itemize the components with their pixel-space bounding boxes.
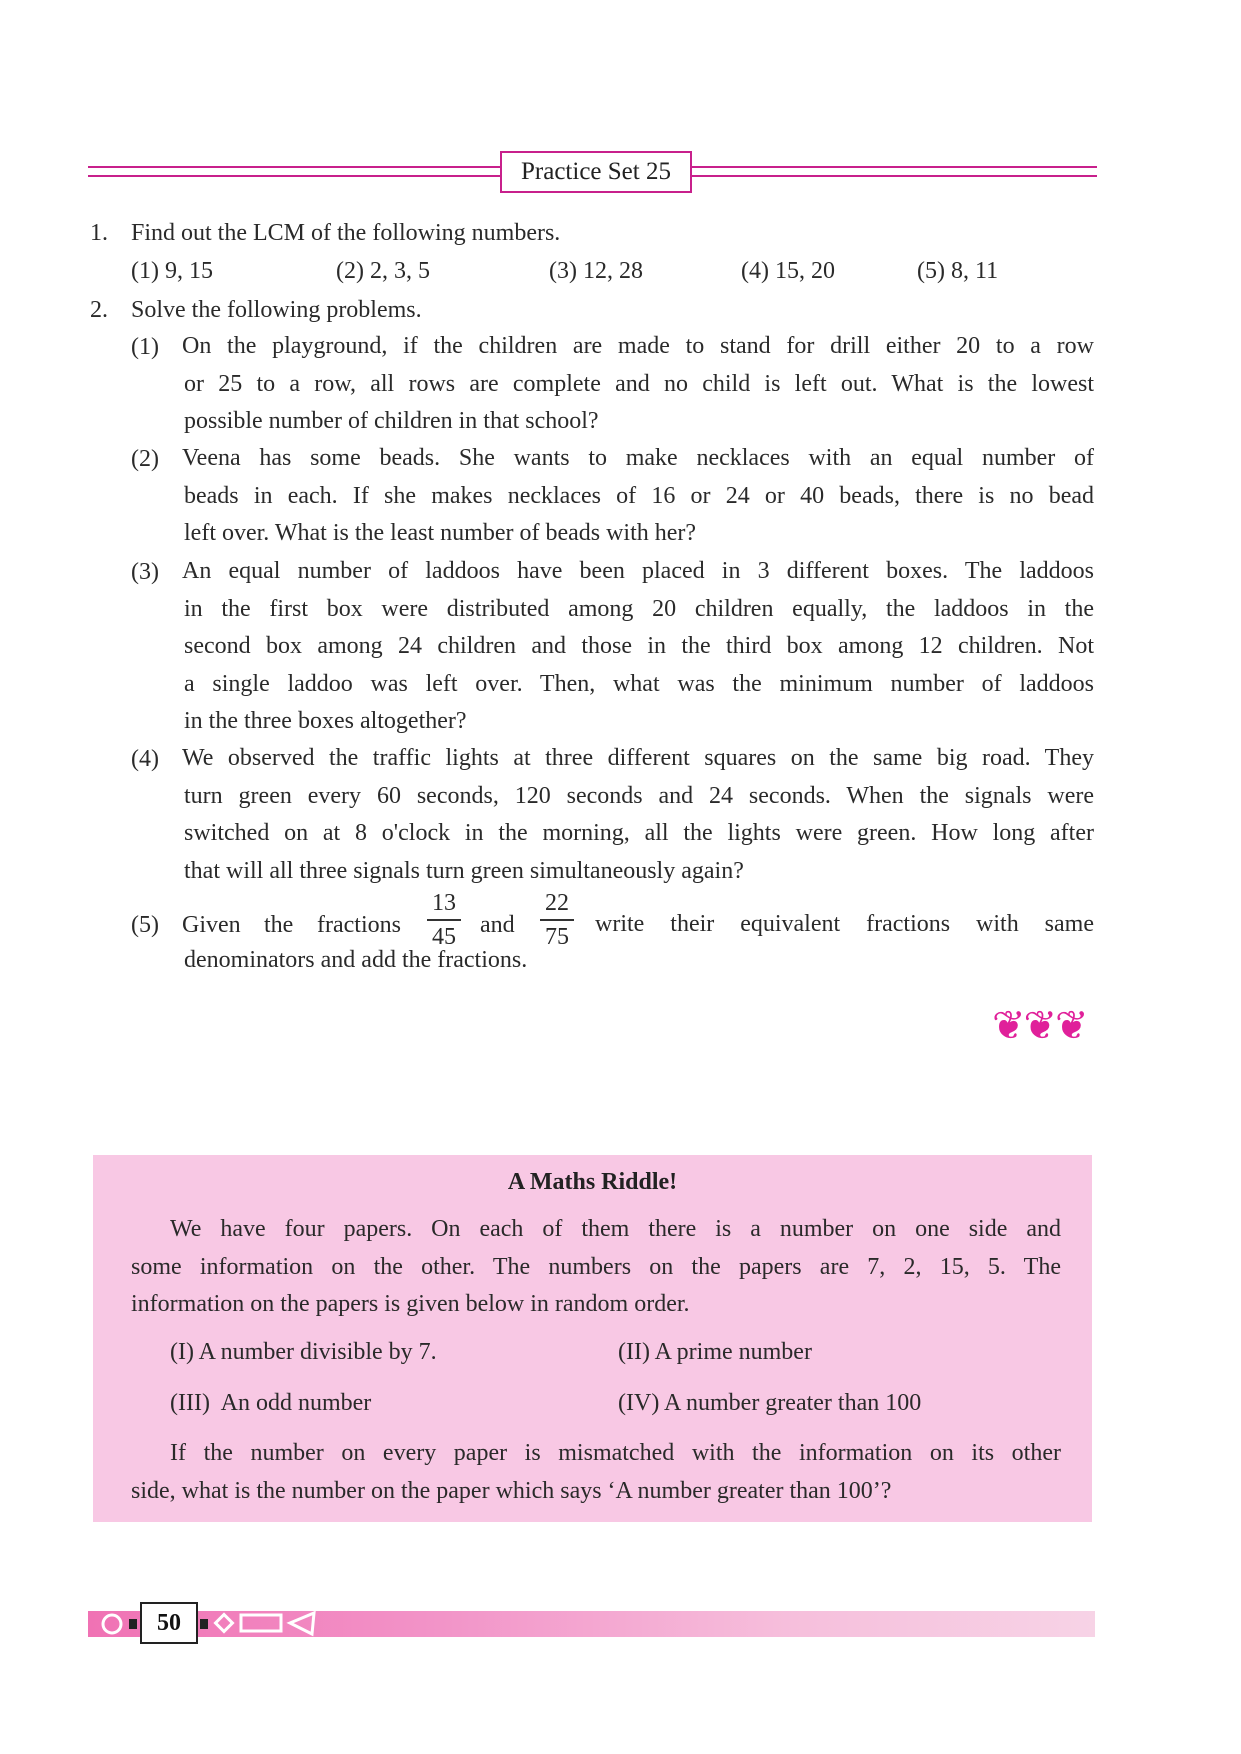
q2-p2-line: beads in each. If she makes necklaces of 16 or 24 or 40 beads, there is no bead: [184, 483, 1094, 509]
q2-p4-label: (4): [131, 746, 159, 772]
riddle-item-2: (II) A prime number: [618, 1339, 812, 1365]
riddle-item-1: (I) A number divisible by 7.: [170, 1339, 437, 1365]
q2-p5-word-and: and: [480, 912, 515, 938]
square-marker-icon: [129, 1619, 137, 1629]
q2-p5-rest: write their equivalent fractions with same: [595, 911, 1094, 937]
q1-option-2: (2) 2, 3, 5: [336, 258, 430, 284]
fraction-13-45: [427, 889, 461, 951]
q1-option-5: (5) 8, 11: [917, 258, 999, 284]
riddle-para1-line: some information on the other. The numbers on the papers are 7, 2, 15, 5. The: [131, 1254, 1061, 1280]
q2-p2-label: (2): [131, 446, 159, 472]
q2-number: 2.: [90, 297, 108, 323]
q1-option-3: (3) 12, 28: [549, 258, 643, 284]
riddle-item-4: (IV) A number greater than 100: [618, 1390, 922, 1416]
riddle-para1-line: We have four papers. On each of them there is a number on one side and: [170, 1216, 1061, 1242]
fraction-bar: [540, 919, 574, 921]
q2-p4-line: turn green every 60 seconds, 120 seconds and 24 seconds. When the signals were: [184, 783, 1094, 809]
end-ornament: ❦❦❦: [992, 1003, 1087, 1049]
footer-shapes: [88, 1604, 428, 1644]
square-marker-icon: [200, 1619, 208, 1629]
diamond-icon: [216, 1615, 233, 1632]
q2-text: Solve the following problems.: [131, 297, 422, 323]
header-rule-left-bottom: [88, 175, 500, 177]
riddle-para2-line: If the number on every paper is mismatched with the information on its other: [170, 1440, 1061, 1466]
riddle-title: A Maths Riddle!: [507, 1169, 678, 1195]
q2-p1-line: or 25 to a row, all rows are complete and no child is left out. What is the lowest: [184, 371, 1094, 397]
header-rule-right-top: [692, 166, 1097, 168]
fraction-numerator: 13: [432, 890, 456, 916]
page-number: 50: [140, 1602, 198, 1644]
fraction-22-75: [540, 889, 574, 951]
header-rule-right-bottom: [692, 175, 1097, 177]
q2-p4-line: switched on at 8 o'clock in the morning, all the lights were green. How long after: [184, 820, 1094, 846]
rectangle-icon: [241, 1615, 281, 1631]
triangle-icon: [290, 1613, 314, 1634]
q1-text: Find out the LCM of the following numbers.: [131, 220, 561, 246]
q2-p1-line: possible number of children in that school?: [184, 408, 599, 434]
q2-p5-line2: denominators and add the fractions.: [184, 947, 528, 973]
q1-number: 1.: [90, 220, 108, 246]
riddle-para1-line: information on the papers is given below in random order.: [131, 1291, 690, 1317]
q2-p2-line: Veena has some beads. She wants to make necklaces with an equal number of: [182, 445, 1094, 471]
fraction-bar: [427, 919, 461, 921]
q2-p1-label: (1): [131, 334, 159, 360]
q2-p3-line: second box among 24 children and those in the third box among 12 children. Not: [184, 633, 1094, 659]
q2-p4-line: that will all three signals turn green simultaneously again?: [184, 858, 744, 884]
q2-p4-line: We observed the traffic lights at three different squares on the same big road. They: [182, 745, 1094, 771]
header-rule-left-top: [88, 166, 500, 168]
riddle-item-3: (III) An odd number: [170, 1390, 372, 1416]
fraction-denominator: 45: [432, 923, 456, 950]
q2-p5-word-fractions: fractions: [317, 912, 401, 938]
q2-p5-word-given: Given: [182, 912, 241, 938]
q1-option-4: (4) 15, 20: [741, 258, 835, 284]
q2-p3-label: (3): [131, 559, 159, 585]
practice-set-title: Practice Set 25: [500, 151, 692, 193]
q2-p5-label: (5): [131, 912, 159, 938]
q2-p1-line: On the playground, if the children are made to stand for drill either 20 to a row: [182, 333, 1094, 359]
q1-option-1: (1) 9, 15: [131, 258, 213, 284]
q2-p3-line: in the first box were distributed among 20 children equally, the laddoos in the: [184, 596, 1094, 622]
circle-icon: [103, 1615, 121, 1633]
riddle-para2-line: side, what is the number on the paper which says ‘A number greater than 100’?: [131, 1478, 892, 1504]
q2-p3-line: in the three boxes altogether?: [184, 708, 467, 734]
fraction-denominator: 75: [545, 923, 569, 950]
q2-p5-word-the: the: [264, 912, 294, 938]
fraction-numerator: 22: [545, 890, 569, 916]
q2-p3-line: a single laddoo was left over. Then, what was the minimum number of laddoos: [184, 671, 1094, 697]
q2-p2-line: left over. What is the least number of beads with her?: [184, 520, 697, 546]
q2-p3-line: An equal number of laddoos have been placed in 3 different boxes. The laddoos: [182, 558, 1094, 584]
